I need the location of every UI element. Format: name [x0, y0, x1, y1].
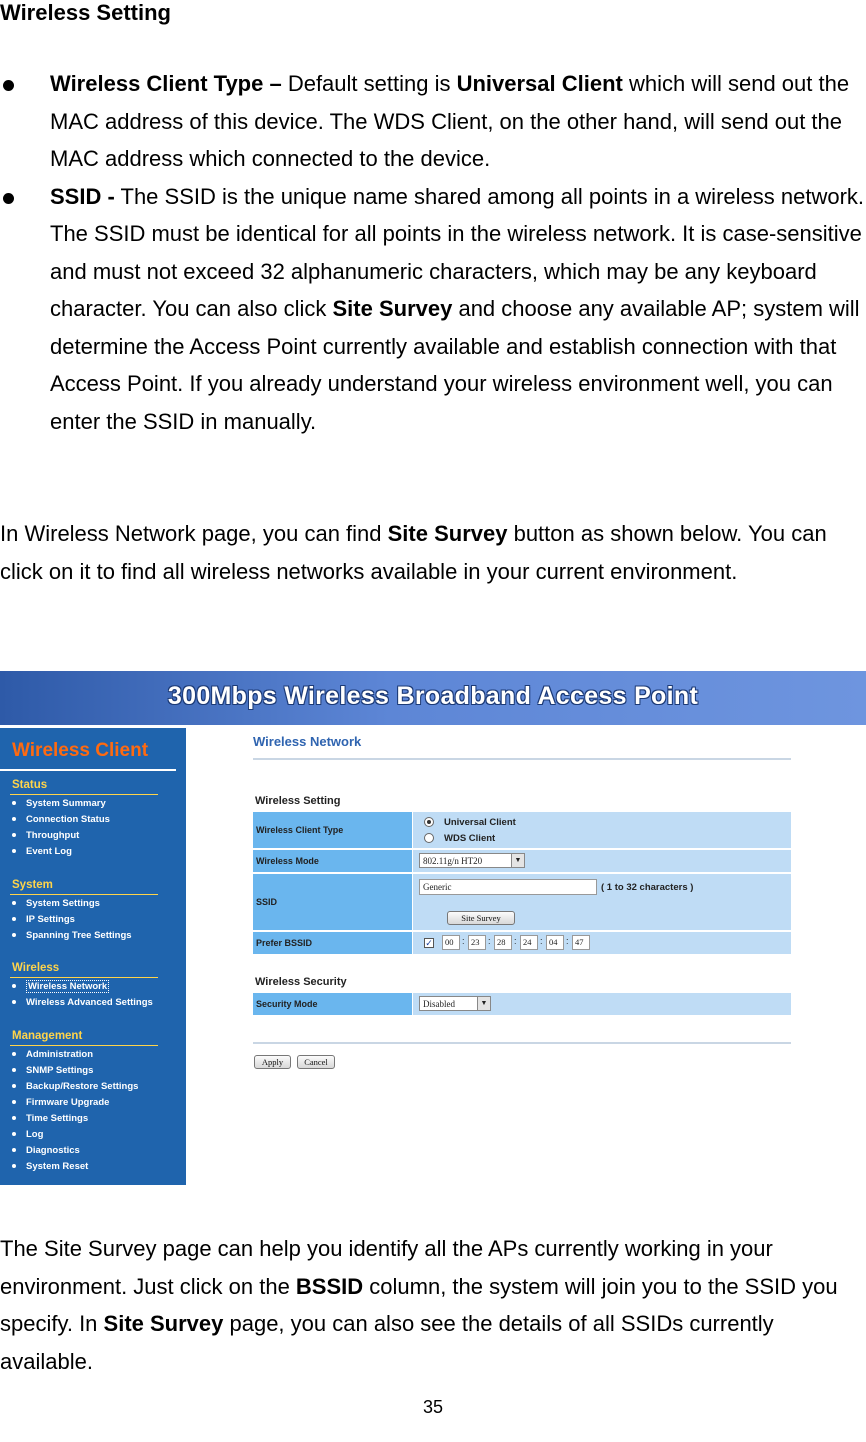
colon-separator: : — [566, 936, 569, 946]
prefer-bssid-label: Prefer BSSID — [253, 932, 413, 954]
wireless-setting-title: Wireless Setting — [255, 795, 341, 807]
para-bold: BSSID — [295, 1273, 364, 1299]
prefer-bssid-checkbox[interactable]: ✓ — [425, 938, 433, 948]
para-text: button as shown below. You can click on it to find all wireless networks available in your current environment. — [0, 521, 827, 584]
section-heading: Wireless Setting — [0, 0, 171, 25]
bssid-octet-6[interactable]: 47 — [572, 935, 590, 950]
bullet-text: which will send out the MAC address of this device. The WDS Client, on the other hand, will send out the MAC address which connected to the device. — [50, 71, 850, 171]
ssid-row — [253, 874, 791, 930]
bullet-icon — [12, 849, 16, 853]
bullet-text: Default setting is — [281, 71, 457, 96]
bssid-octet-1[interactable]: 00 — [442, 935, 460, 950]
site-survey-button[interactable]: Site Survey — [447, 911, 515, 925]
bullet-bold: Site Survey — [332, 296, 453, 321]
sidebar-item-backup-restore[interactable]: Backup/Restore Settings — [12, 1081, 138, 1092]
apply-button[interactable]: Apply — [254, 1055, 291, 1069]
bullet-term: SSID - — [50, 183, 115, 209]
banner-title: 300Mbps Wireless Broadband Access Point — [167, 682, 699, 710]
bullet-icon — [12, 1148, 16, 1152]
bssid-octet-3[interactable]: 28 — [494, 935, 512, 950]
bullet-icon — [12, 1068, 16, 1072]
bullet-text: and choose any available AP; system will determine the Access Point currently available and establish connection with that Access Point. If you already understand your wireless environment well, you can enter the SSID in manually. — [50, 296, 860, 434]
sidebar-item-ip-settings[interactable]: IP Settings — [12, 914, 75, 925]
sidebar-title: Wireless Client — [12, 740, 149, 761]
wireless-network-screenshot — [0, 671, 866, 1185]
bullet-icon — [12, 833, 16, 837]
ssid-label: SSID — [253, 874, 413, 930]
bullet-term: Wireless Client Type – — [50, 71, 282, 96]
client-type-options — [417, 812, 791, 848]
radio-selected-icon — [424, 817, 434, 827]
ssid-hint: ( 1 to 32 characters ) — [601, 882, 694, 893]
colon-separator: : — [514, 936, 517, 946]
ssid-input[interactable]: Generic — [419, 879, 597, 895]
main-panel — [186, 728, 866, 1185]
wireless-mode-label: Wireless Mode — [253, 850, 413, 872]
chevron-down-icon: ▼ — [477, 997, 490, 1010]
prefer-bssid-row — [253, 932, 791, 954]
para-text: column, the system will join you to the SSID you specify. In — [0, 1273, 838, 1336]
section-divider — [10, 977, 158, 978]
bullet-icon — [12, 1084, 16, 1088]
sidebar-item-throughput[interactable]: Throughput — [12, 830, 79, 841]
bullet-list — [0, 65, 866, 440]
section-divider — [10, 1045, 158, 1046]
sidebar-item-log[interactable]: Log — [12, 1129, 43, 1140]
sidebar-divider — [0, 769, 176, 771]
bullet-icon — [12, 817, 16, 821]
para-text: The Site Survey page can help you identify all the APs currently working in your environment. Just click on the — [0, 1236, 773, 1299]
bssid-octet-4[interactable]: 24 — [520, 935, 538, 950]
bullet-client-type — [0, 65, 866, 178]
security-mode-row — [253, 993, 791, 1015]
bullet-bold: Universal Client — [456, 71, 623, 96]
sidebar-section-system: System — [12, 879, 53, 891]
security-mode-select[interactable]: Disabled ▼ — [419, 996, 491, 1011]
bullet-icon — [12, 1116, 16, 1120]
sidebar-section-management: Management — [12, 1030, 83, 1042]
sidebar-item-administration[interactable]: Administration — [12, 1049, 93, 1060]
site-survey-paragraph — [0, 1230, 860, 1380]
colon-separator: : — [540, 936, 543, 946]
bullet-icon — [12, 1000, 16, 1004]
sidebar-item-connection-status[interactable]: Connection Status — [12, 814, 110, 825]
cancel-button[interactable]: Cancel — [297, 1055, 335, 1069]
wireless-mode-row — [253, 850, 791, 872]
bssid-octet-2[interactable]: 23 — [468, 935, 486, 950]
sidebar-item-wireless-advanced[interactable]: Wireless Advanced Settings — [12, 997, 153, 1008]
sidebar-item-system-settings[interactable]: System Settings — [12, 898, 100, 909]
sidebar-item-spanning-tree[interactable]: Spanning Tree Settings — [12, 930, 132, 941]
page-number: 35 — [422, 1397, 444, 1417]
para-bold: Site Survey — [103, 1311, 224, 1336]
bullet-icon — [12, 1132, 16, 1136]
client-type-label: Wireless Client Type — [253, 812, 413, 848]
sidebar-item-time[interactable]: Time Settings — [12, 1113, 88, 1124]
intro-paragraph — [0, 515, 860, 590]
sidebar-section-status: Status — [12, 779, 48, 791]
colon-separator: : — [488, 936, 491, 946]
bullet-icon — [12, 1052, 16, 1056]
sidebar-item-firmware[interactable]: Firmware Upgrade — [12, 1097, 109, 1108]
radio-universal-client[interactable]: Universal Client — [424, 817, 516, 828]
bullet-text: The SSID is the unique name shared among all points in a wireless network. The SSID must be identical for all points in the wireless network. It is case-sensitive and must not exceed 32 alphanumeric characters, which may be any keyboard character. You can also click — [50, 183, 865, 321]
page-title: Wireless Network — [253, 734, 362, 749]
sidebar-item-diagnostics[interactable]: Diagnostics — [12, 1145, 80, 1156]
para-text: In Wireless Network page, you can find — [0, 521, 388, 546]
wireless-mode-select[interactable]: 802.11g/n HT20 ▼ — [419, 853, 525, 868]
security-mode-label: Security Mode — [253, 993, 413, 1015]
para-bold: Site Survey — [387, 521, 508, 546]
bullet-dot-icon — [3, 193, 14, 204]
section-divider — [10, 794, 158, 795]
chevron-down-icon: ▼ — [511, 854, 524, 867]
bullet-icon — [12, 801, 16, 805]
bullet-icon — [12, 1164, 16, 1168]
section-divider — [10, 894, 158, 895]
bullet-icon — [12, 984, 16, 988]
bullet-icon — [12, 901, 16, 905]
bullet-dot-icon — [3, 80, 14, 91]
title-divider — [253, 758, 791, 760]
sidebar-section-wireless: Wireless — [12, 962, 60, 974]
colon-separator: : — [462, 936, 465, 946]
client-type-row — [253, 812, 791, 848]
product-banner — [0, 671, 866, 725]
bullet-icon — [12, 1100, 16, 1104]
bullet-ssid — [0, 178, 866, 441]
bullet-icon — [12, 917, 16, 921]
para-text: page, you can also see the details of all SSIDs currently available. — [0, 1311, 774, 1374]
wireless-security-title: Wireless Security — [255, 976, 347, 988]
sidebar-item-system-reset[interactable]: System Reset — [12, 1161, 88, 1172]
sidebar-item-event-log[interactable]: Event Log — [12, 846, 72, 857]
radio-wds-client[interactable]: WDS Client — [424, 833, 495, 844]
sidebar-item-wireless-network[interactable]: Wireless Network — [12, 981, 109, 992]
sidebar-item-snmp[interactable]: SNMP Settings — [12, 1065, 93, 1076]
sidebar-item-system-summary[interactable]: System Summary — [12, 798, 106, 809]
form-divider — [253, 1042, 791, 1044]
bullet-icon — [12, 933, 16, 937]
bssid-octet-5[interactable]: 04 — [546, 935, 564, 950]
radio-icon — [424, 833, 434, 843]
sidebar — [0, 728, 186, 1185]
